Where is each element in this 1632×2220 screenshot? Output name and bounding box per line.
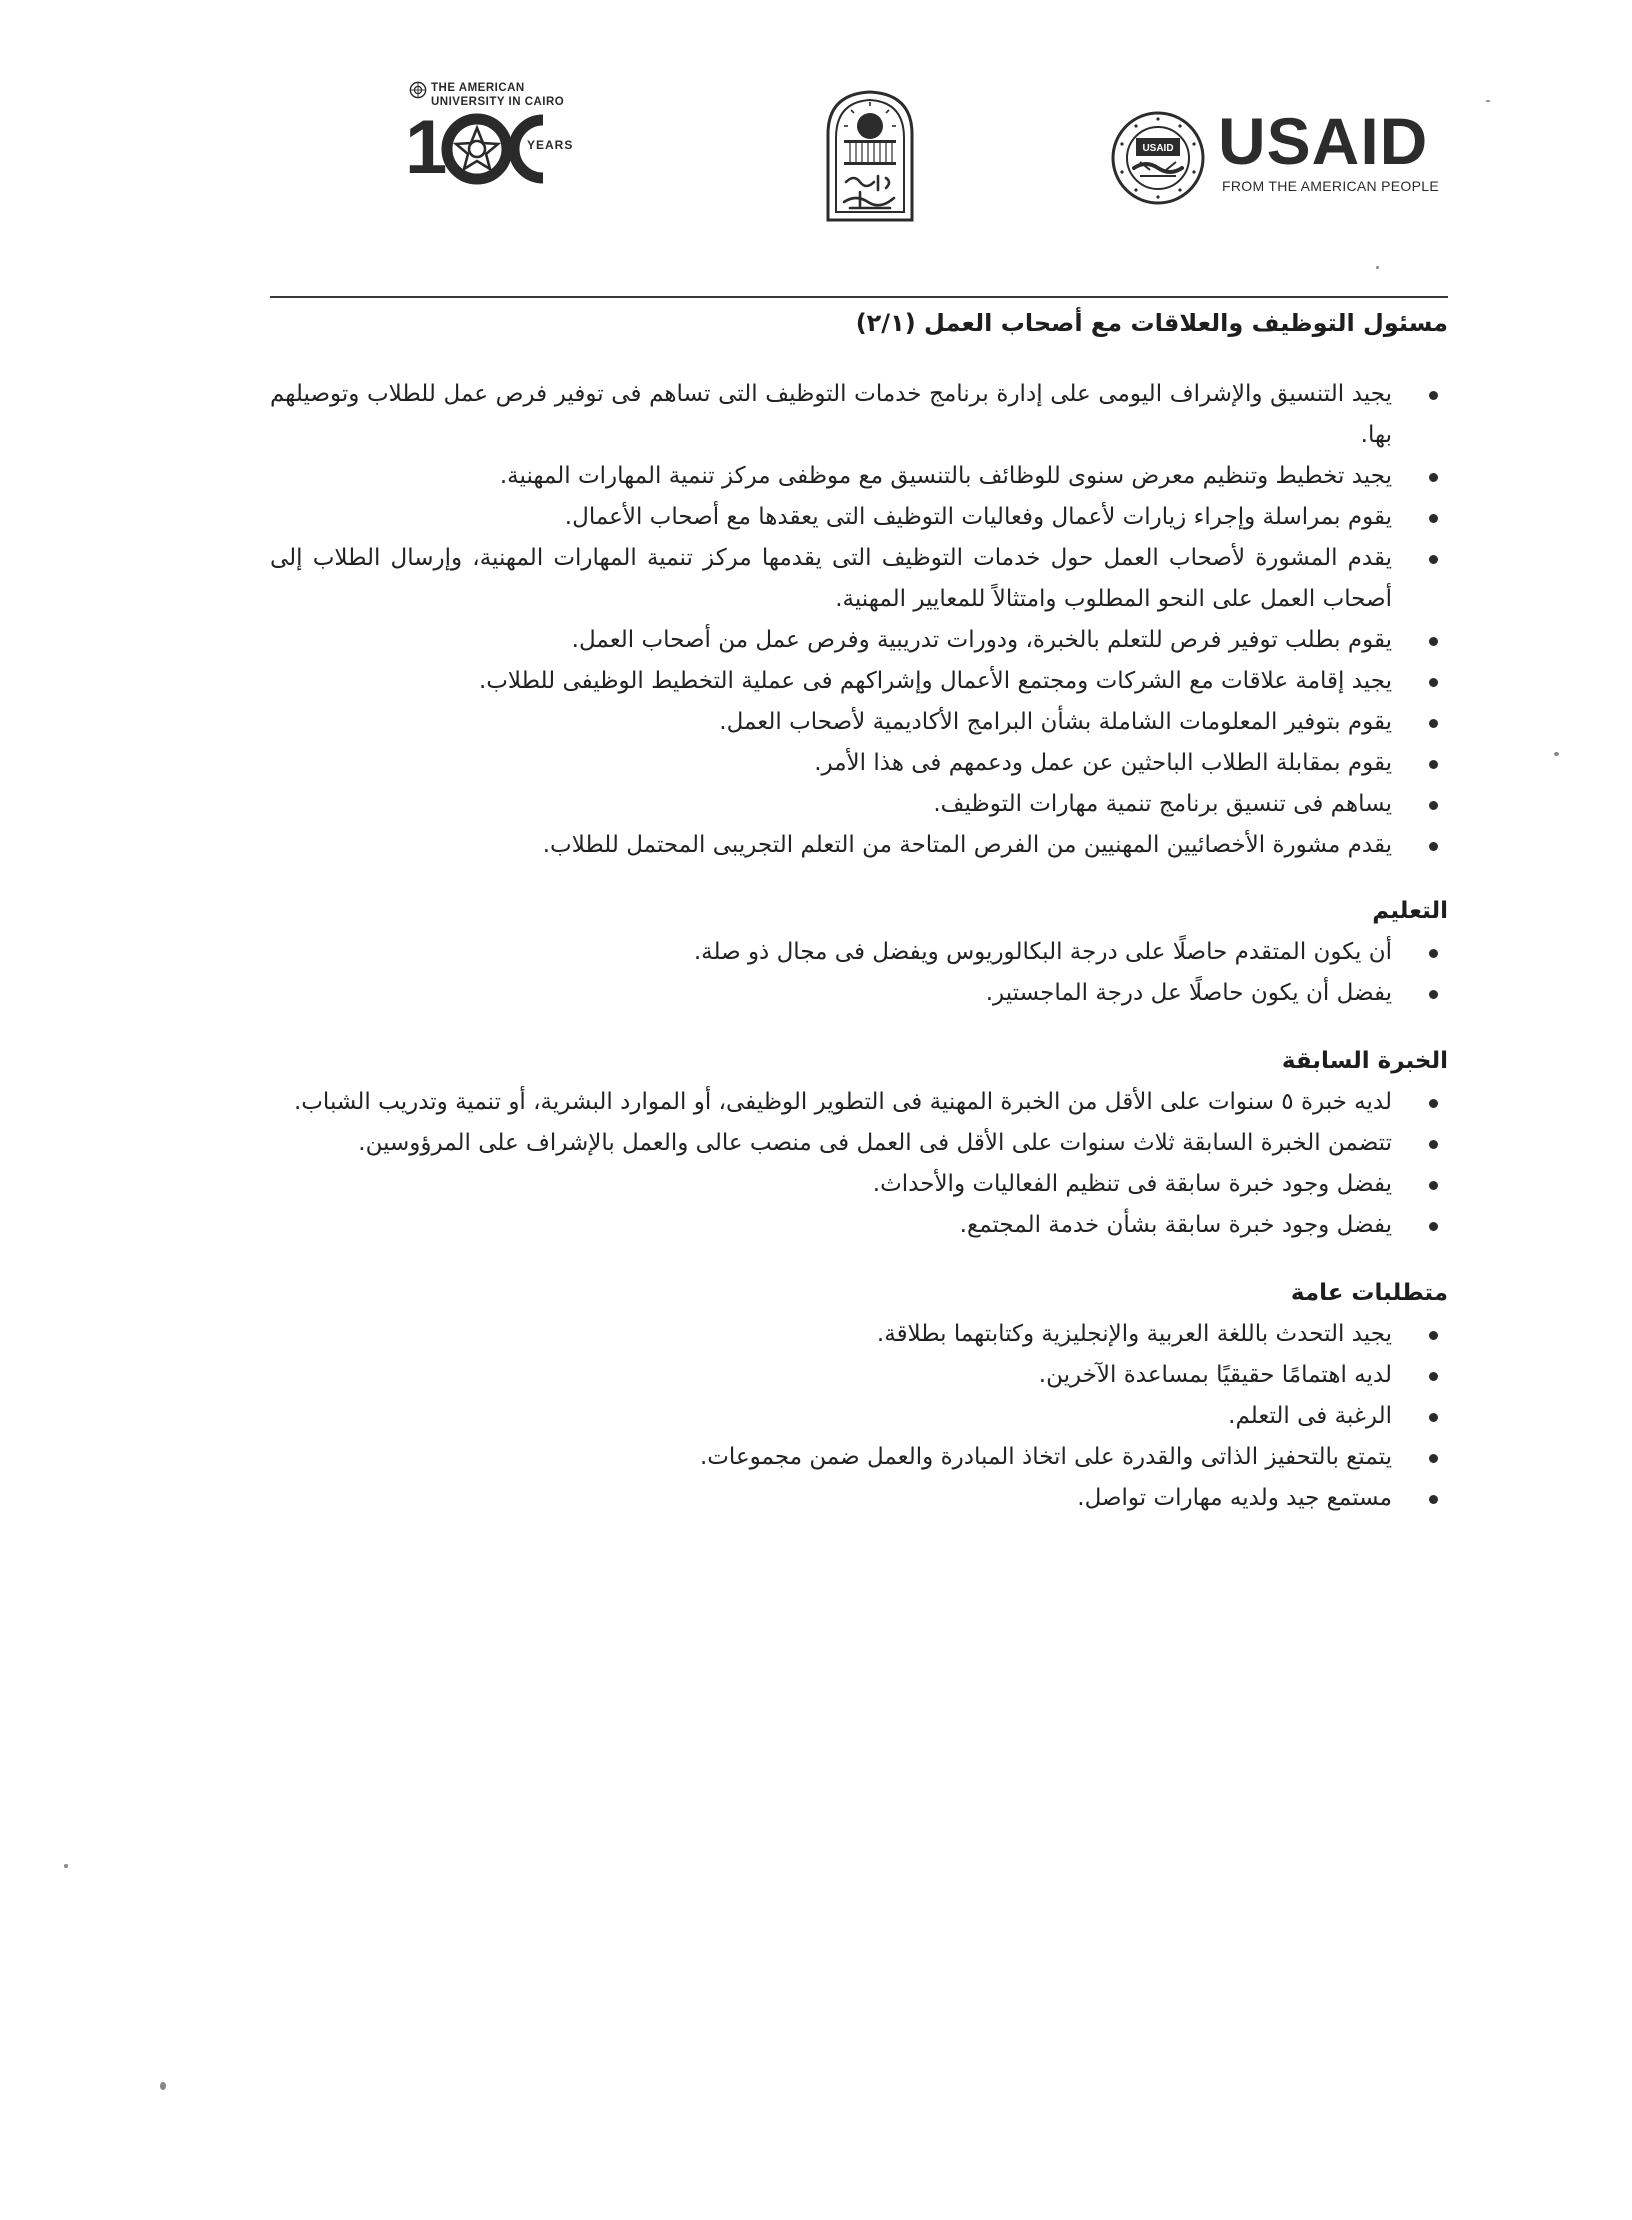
auc-name-line2: UNIVERSITY IN CAIRO xyxy=(431,96,565,108)
usaid-tagline: FROM THE AMERICAN PEOPLE xyxy=(1222,178,1439,194)
list-item xyxy=(270,1164,1448,1205)
assiut-university-logo xyxy=(820,86,920,224)
experience-heading: الخبرة السابقة xyxy=(1281,1048,1448,1074)
list-item xyxy=(270,784,1448,825)
duties-section xyxy=(270,374,1448,866)
scan-speck xyxy=(1554,752,1559,756)
education-section xyxy=(270,890,1448,1014)
list-item-text: يجيد التحدث باللغة العربية والإنجليزية وكتابتهما بطلاقة. xyxy=(876,1321,1392,1347)
list-item-text: يقوم بمقابلة الطلاب الباحثين عن عمل ودعمهم فى هذا الأمر. xyxy=(814,750,1392,776)
list-item xyxy=(270,743,1448,784)
bullet-icon xyxy=(1429,801,1438,810)
bullet-icon xyxy=(1429,1454,1438,1463)
bullet-icon xyxy=(1429,949,1438,958)
list-item xyxy=(270,374,1448,456)
list-item-text: يقوم بتوفير المعلومات الشاملة بشأن البرامج الأكاديمية لأصحاب العمل. xyxy=(719,709,1392,735)
general-requirements-section xyxy=(270,1272,1448,1519)
list-item xyxy=(270,1314,1448,1355)
list-item-text: يجيد إقامة علاقات مع الشركات ومجتمع الأعمال وإشراكهم فى عملية التخطيط الوظيفى للطلاب. xyxy=(478,668,1392,694)
scan-speck xyxy=(160,2082,166,2090)
list-item xyxy=(270,497,1448,538)
experience-list xyxy=(270,1082,1448,1246)
list-item-text: مستمع جيد ولديه مهارات تواصل. xyxy=(1077,1485,1392,1511)
bullet-icon xyxy=(1429,678,1438,687)
auc-numeral-one: 1 xyxy=(405,105,444,190)
auc-seal-icon xyxy=(409,81,427,99)
list-item-text: يفضل وجود خبرة سابقة بشأن خدمة المجتمع. xyxy=(959,1212,1392,1238)
usaid-wordmark: USAID xyxy=(1218,104,1429,178)
list-item xyxy=(270,661,1448,702)
list-item xyxy=(270,825,1448,866)
list-item xyxy=(270,538,1448,620)
bullet-icon xyxy=(1429,1495,1438,1504)
list-item-text: يتمتع بالتحفيز الذاتى والقدرة على اتخاذ المبادرة والعمل ضمن مجموعات. xyxy=(699,1444,1392,1470)
list-item-text: يفضل أن يكون حاصلًا عل درجة الماجستير. xyxy=(985,980,1392,1006)
list-item-text: الرغبة فى التعلم. xyxy=(1228,1403,1392,1429)
list-item-text: يقوم بطلب توفير فرص للتعلم بالخبرة، ودورات تدريبية وفرص عمل من أصحاب العمل. xyxy=(571,627,1392,653)
list-item xyxy=(270,1123,1448,1164)
education-heading: التعليم xyxy=(1372,898,1448,924)
scan-speck xyxy=(1376,266,1379,269)
list-item-text: يفضل وجود خبرة سابقة فى تنظيم الفعاليات والأحداث. xyxy=(872,1171,1392,1197)
list-item-text: يقدم المشورة لأصحاب العمل حول خدمات التوظيف التى يقدمها مركز تنمية المهارات المهنية، وإرسال الطلاب إلى أصحاب العمل على النحو المطلوب وامتثالاً للمعايير المهنية. xyxy=(270,545,1392,612)
general-list xyxy=(270,1314,1448,1519)
bullet-icon xyxy=(1429,473,1438,482)
auc-years-label: YEARS xyxy=(527,138,574,152)
bullet-icon xyxy=(1429,1331,1438,1340)
bullet-icon xyxy=(1429,1413,1438,1422)
bullet-icon xyxy=(1429,514,1438,523)
bullet-icon xyxy=(1429,555,1438,564)
bullet-icon xyxy=(1429,637,1438,646)
header-divider xyxy=(270,296,1448,298)
list-item-text: يقوم بمراسلة وإجراء زيارات لأعمال وفعاليات التوظيف التى يعقدها مع أصحاب الأعمال. xyxy=(564,504,1392,530)
list-item xyxy=(270,1082,1448,1123)
list-item-text: يساهم فى تنسيق برنامج تنمية مهارات التوظيف. xyxy=(933,791,1392,817)
general-heading: متطلبات عامة xyxy=(1290,1280,1448,1306)
list-item xyxy=(270,1205,1448,1246)
list-item-text: يجيد تخطيط وتنظيم معرض سنوى للوظائف بالتنسيق مع موظفى مركز تنمية المهارات المهنية. xyxy=(499,463,1392,489)
auc-name-line1: THE AMERICAN xyxy=(431,82,525,94)
assiut-emblem-icon xyxy=(820,86,920,224)
list-item xyxy=(270,973,1448,1014)
list-item-text: يقدم مشورة الأخصائيين المهنيين من الفرص المتاحة من التعلم التجريبى المحتمل للطلاب. xyxy=(542,832,1392,858)
scan-speck xyxy=(64,1864,68,1868)
list-item xyxy=(270,1396,1448,1437)
list-item-text: أن يكون المتقدم حاصلًا على درجة البكالوريوس ويفضل فى مجال ذو صلة. xyxy=(693,939,1392,965)
list-item-text: لديه اهتمامًا حقيقيًا بمساعدة الآخرين. xyxy=(1038,1362,1392,1388)
list-item xyxy=(270,1355,1448,1396)
education-list xyxy=(270,932,1448,1014)
bullet-icon xyxy=(1429,391,1438,400)
page-title: مسئول التوظيف والعلاقات مع أصحاب العمل (٢/١) xyxy=(855,309,1448,337)
bullet-icon xyxy=(1429,1181,1438,1190)
list-item xyxy=(270,620,1448,661)
bullet-icon xyxy=(1429,990,1438,999)
auc-100-years-logo xyxy=(405,78,605,188)
duties-list xyxy=(270,374,1448,866)
bullet-icon xyxy=(1429,719,1438,728)
list-item xyxy=(270,1437,1448,1478)
bullet-icon xyxy=(1429,842,1438,851)
list-item-text: يجيد التنسيق والإشراف اليومى على إدارة برنامج خدمات التوظيف التى تساهم فى توفير فرص عمل للطلاب وتوصيلهم بها. xyxy=(270,381,1392,448)
usaid-seal-label: USAID xyxy=(1142,143,1174,154)
list-item-text: لديه خبرة ٥ سنوات على الأقل من الخبرة المهنية فى التطوير الوظيفى، أو الموارد البشرية، أو تنمية وتدريب الشباب. xyxy=(293,1089,1392,1115)
bullet-icon xyxy=(1429,1372,1438,1381)
bullet-icon xyxy=(1429,1140,1438,1149)
bullet-icon xyxy=(1429,760,1438,769)
scan-speck xyxy=(1486,100,1490,102)
experience-section xyxy=(270,1040,1448,1246)
bullet-icon xyxy=(1429,1222,1438,1231)
list-item xyxy=(270,456,1448,497)
usaid-logo xyxy=(1110,104,1450,210)
document-body xyxy=(270,300,1448,1519)
bullet-icon xyxy=(1429,1099,1438,1108)
list-item-text: تتضمن الخبرة السابقة ثلاث سنوات على الأقل فى العمل فى منصب عالى والعمل بالإشراف على المرؤوسين. xyxy=(358,1130,1392,1156)
list-item xyxy=(270,702,1448,743)
list-item xyxy=(270,1478,1448,1519)
usaid-seal-icon xyxy=(1110,110,1206,206)
list-item xyxy=(270,932,1448,973)
